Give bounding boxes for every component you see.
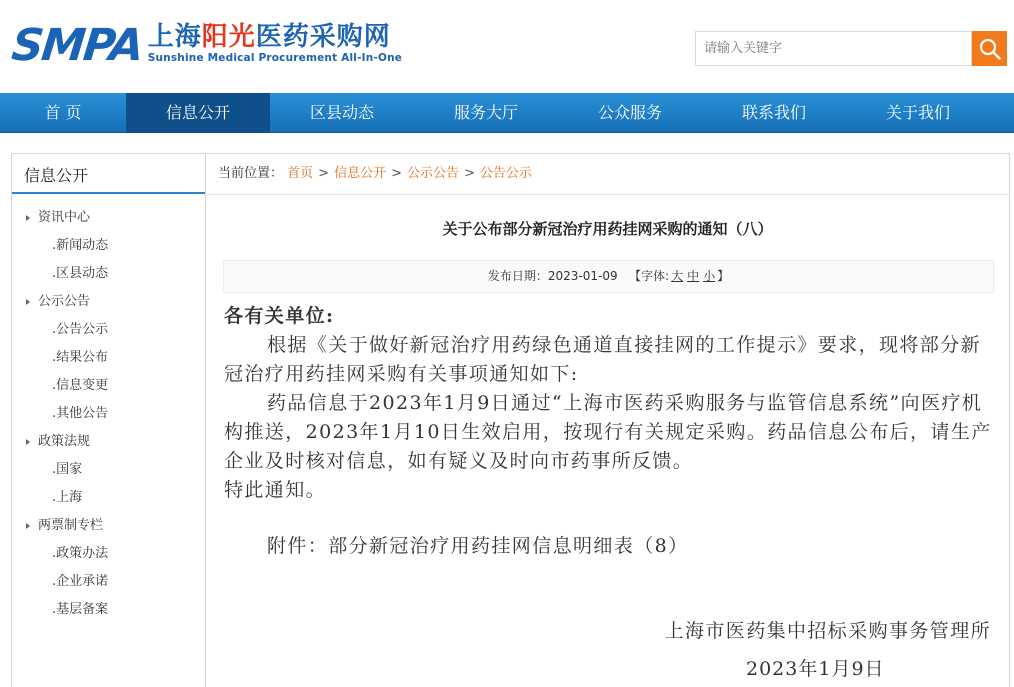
article-salutation: 各有关单位: bbox=[224, 305, 335, 327]
article-title: 关于公布部分新冠治疗用药挂网采购的通知（八） bbox=[442, 220, 773, 238]
sidebar-item-results[interactable]: .结果公布 bbox=[52, 350, 109, 365]
sidebar-category-two-invoice[interactable] bbox=[12, 512, 205, 540]
search-button[interactable] bbox=[972, 31, 1007, 66]
sidebar-category-label: 两票制专栏 bbox=[38, 518, 104, 533]
article-sign-date: 2023年1月9日 bbox=[746, 658, 885, 680]
article-meta bbox=[223, 260, 994, 293]
sidebar-category-news-center[interactable] bbox=[12, 204, 205, 232]
sidebar bbox=[11, 153, 206, 687]
logo-cn-part3: 医药采购网 bbox=[255, 22, 391, 52]
sidebar-item-national[interactable]: .国家 bbox=[52, 462, 83, 477]
breadcrumb bbox=[206, 154, 1009, 195]
logo-text-group bbox=[148, 22, 402, 64]
breadcrumb-home[interactable]: 首页 bbox=[287, 166, 314, 181]
nav-item-contact[interactable]: 联系我们 bbox=[741, 103, 806, 122]
main-content bbox=[206, 153, 1010, 687]
article-signature: 上海市医药集中招标采购事务管理所 bbox=[664, 620, 991, 642]
sidebar-item-grassroots-filing[interactable]: .基层备案 bbox=[52, 602, 109, 617]
article-paragraph-1: 根据《关于做好新冠治疗用药绿色通道直接挂网的工作提示》要求，现将部分新冠治疗用药挂网采购有关事项通知如下: bbox=[224, 334, 982, 385]
nav-item-info-public[interactable]: 信息公开 bbox=[126, 93, 270, 133]
sidebar-item-other-notice[interactable]: .其他公告 bbox=[52, 406, 109, 421]
sidebar-item-news[interactable]: .新闻动态 bbox=[52, 238, 109, 253]
font-size-medium-link[interactable]: 中 bbox=[687, 269, 700, 283]
sidebar-category-label: 资讯中心 bbox=[38, 210, 91, 225]
breadcrumb-separator: > bbox=[318, 166, 330, 181]
sidebar-category-announcements[interactable] bbox=[12, 288, 205, 316]
nav-item-district-news[interactable]: 区县动态 bbox=[309, 103, 374, 122]
breadcrumb-separator: > bbox=[464, 166, 475, 181]
logo-smpa-text: SMPA bbox=[9, 20, 145, 71]
breadcrumb-info-public[interactable]: 信息公开 bbox=[334, 166, 387, 181]
caret-right-icon bbox=[26, 439, 30, 445]
publish-date: 2023-01-09 bbox=[547, 269, 618, 283]
sidebar-category-label: 政策法规 bbox=[38, 434, 91, 449]
publish-date-label: 发布日期： bbox=[487, 269, 548, 283]
article-attachment-link[interactable]: 附件：部分新冠治疗用药挂网信息明细表（8） bbox=[267, 535, 689, 557]
nav-item-service-hall[interactable]: 服务大厅 bbox=[453, 103, 518, 122]
site-header bbox=[0, 0, 1014, 93]
search-input[interactable] bbox=[695, 31, 972, 66]
sidebar-item-info-change[interactable]: .信息变更 bbox=[52, 378, 109, 393]
breadcrumb-notice[interactable]: 公告公示 bbox=[479, 166, 532, 181]
nav-item-home[interactable]: 首 页 bbox=[44, 103, 82, 122]
breadcrumb-announcements[interactable]: 公示公告 bbox=[407, 166, 460, 181]
font-size-small-link[interactable]: 小 bbox=[703, 269, 716, 283]
search-icon bbox=[978, 37, 1002, 61]
logo-en-subtitle: Sunshine Medical Procurement All-In-One bbox=[147, 52, 403, 64]
logo-cn-part2: 阳光 bbox=[201, 22, 256, 52]
sidebar-item-policy-measures[interactable]: .政策办法 bbox=[52, 546, 109, 561]
nav-item-public-service[interactable]: 公众服务 bbox=[597, 103, 662, 122]
sidebar-menu bbox=[12, 204, 205, 624]
font-size-prefix: 【字体: bbox=[629, 269, 670, 283]
caret-right-icon bbox=[26, 299, 30, 305]
logo-cn-part1: 上海 bbox=[147, 22, 202, 52]
breadcrumb-separator: > bbox=[391, 166, 402, 181]
sidebar-category-label: 公示公告 bbox=[38, 294, 91, 309]
site-logo[interactable] bbox=[9, 20, 403, 72]
article-closing: 特此通知。 bbox=[224, 479, 327, 501]
font-size-large-link[interactable]: 大 bbox=[671, 269, 684, 283]
nav-item-about[interactable]: 关于我们 bbox=[885, 103, 950, 122]
font-size-suffix: 】 bbox=[717, 269, 730, 283]
main-nav bbox=[0, 93, 1014, 133]
article-paragraph-2: 药品信息于2023年1月9日通过“上海市医药采购服务与监管信息系统”向医疗机构推送，2023年1月10日生效启用，按现行有关规定采购。药品信息公布后，请生产企业及时核对信息，如有疑义及时向市药事所反馈。 bbox=[224, 392, 992, 472]
logo-cn-title bbox=[148, 22, 402, 52]
breadcrumb-prefix: 当前位置： bbox=[218, 166, 284, 181]
sidebar-item-notice[interactable]: .公告公示 bbox=[52, 322, 109, 337]
article-body bbox=[224, 302, 994, 561]
caret-right-icon bbox=[26, 215, 30, 221]
caret-right-icon bbox=[26, 523, 30, 529]
sidebar-item-shanghai[interactable]: .上海 bbox=[52, 490, 83, 505]
sidebar-title: 信息公开 bbox=[12, 154, 205, 194]
sidebar-item-district-news[interactable]: .区县动态 bbox=[52, 266, 109, 281]
sidebar-category-policies[interactable] bbox=[12, 428, 205, 456]
sidebar-item-enterprise-pledge[interactable]: .企业承诺 bbox=[52, 574, 109, 589]
